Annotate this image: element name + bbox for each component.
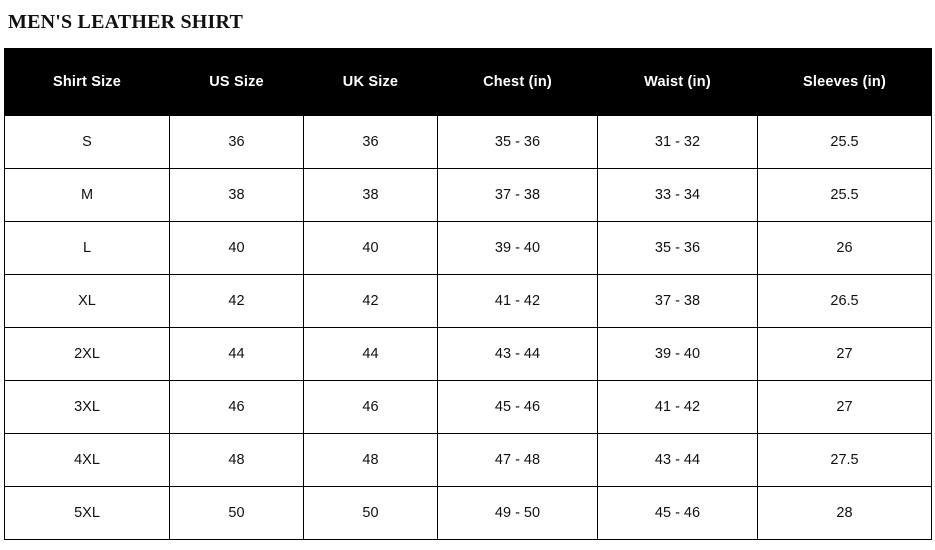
cell-chest: 41 - 42 [438,275,598,328]
cell-us-size: 48 [170,434,304,487]
cell-shirt-size: M [5,169,170,222]
cell-waist: 45 - 46 [598,487,758,540]
cell-sleeves: 27 [758,381,932,434]
cell-chest: 49 - 50 [438,487,598,540]
page-title: MEN'S LEATHER SHIRT [8,11,244,33]
cell-chest: 39 - 40 [438,222,598,275]
cell-uk-size: 36 [304,116,438,169]
table-header [5,49,932,116]
table-row [5,116,932,169]
cell-us-size: 42 [170,275,304,328]
table-row [5,169,932,222]
cell-sleeves: 26.5 [758,275,932,328]
cell-us-size: 36 [170,116,304,169]
cell-chest: 35 - 36 [438,116,598,169]
column-header-waist: Waist (in) [598,49,758,116]
cell-shirt-size: XL [5,275,170,328]
column-header-chest: Chest (in) [438,49,598,116]
table-row [5,222,932,275]
cell-sleeves: 28 [758,487,932,540]
column-header-uk-size: UK Size [304,49,438,116]
cell-sleeves: 26 [758,222,932,275]
cell-waist: 37 - 38 [598,275,758,328]
cell-us-size: 38 [170,169,304,222]
cell-sleeves: 27.5 [758,434,932,487]
table-header-row [5,49,932,116]
cell-uk-size: 50 [304,487,438,540]
cell-shirt-size: 2XL [5,328,170,381]
cell-uk-size: 44 [304,328,438,381]
cell-uk-size: 42 [304,275,438,328]
cell-shirt-size: 3XL [5,381,170,434]
table-body [5,116,932,540]
cell-waist: 33 - 34 [598,169,758,222]
cell-uk-size: 40 [304,222,438,275]
table-row [5,487,932,540]
size-chart-table-container [0,36,935,540]
cell-chest: 37 - 38 [438,169,598,222]
table-row [5,275,932,328]
cell-sleeves: 25.5 [758,116,932,169]
cell-us-size: 46 [170,381,304,434]
cell-sleeves: 27 [758,328,932,381]
cell-waist: 31 - 32 [598,116,758,169]
cell-waist: 35 - 36 [598,222,758,275]
cell-us-size: 44 [170,328,304,381]
cell-chest: 43 - 44 [438,328,598,381]
table-row [5,328,932,381]
cell-chest: 45 - 46 [438,381,598,434]
cell-shirt-size: L [5,222,170,275]
cell-waist: 43 - 44 [598,434,758,487]
cell-us-size: 50 [170,487,304,540]
cell-uk-size: 46 [304,381,438,434]
table-row [5,381,932,434]
cell-sleeves: 25.5 [758,169,932,222]
column-header-shirt-size: Shirt Size [5,49,170,116]
column-header-us-size: US Size [170,49,304,116]
table-row [5,434,932,487]
cell-chest: 47 - 48 [438,434,598,487]
cell-shirt-size: S [5,116,170,169]
cell-uk-size: 48 [304,434,438,487]
size-chart-table [4,48,932,540]
cell-shirt-size: 5XL [5,487,170,540]
column-header-sleeves: Sleeves (in) [758,49,932,116]
cell-shirt-size: 4XL [5,434,170,487]
cell-us-size: 40 [170,222,304,275]
cell-waist: 41 - 42 [598,381,758,434]
cell-uk-size: 38 [304,169,438,222]
cell-waist: 39 - 40 [598,328,758,381]
